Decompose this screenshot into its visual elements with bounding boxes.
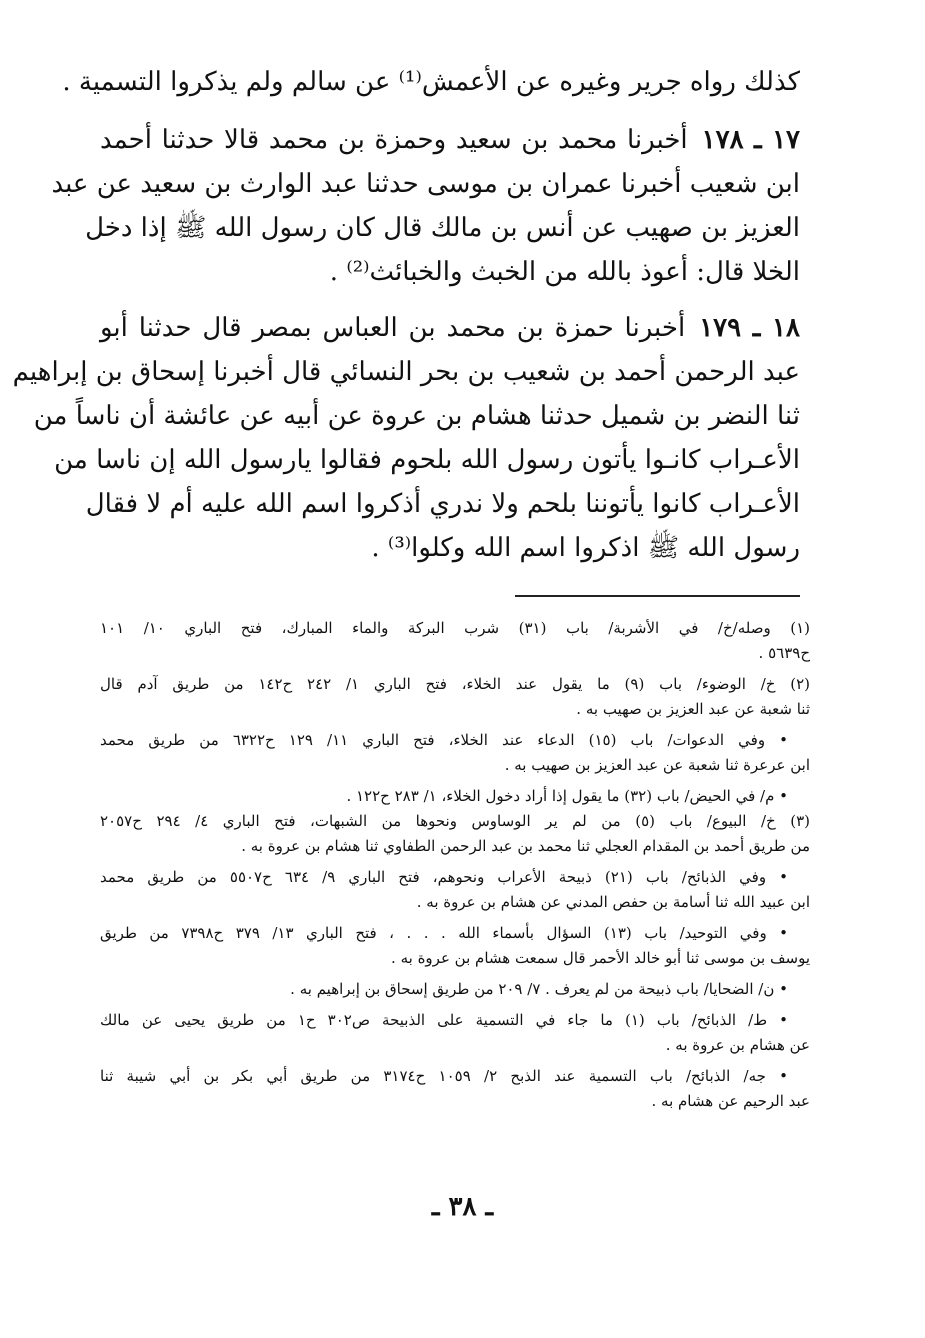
footnote-line: (٢) خ/ الوضوء/ باب (٩) ما يقول عند الخلاء، فتح الباري ١/ ٢٤٢ ح١٤٢ من طريق آدم قال bbox=[100, 675, 811, 693]
footnote-line: عبد الرحيم عن هشام به . bbox=[651, 1092, 810, 1110]
hadith-number: ١٨ ـ ١٧٩ bbox=[699, 313, 800, 343]
footnote-line: • جه/ الذبائح/ باب التسمية عند الذبح ٢/ ١٠٥٩ ح٣١٧٤ من طريق أبي بكر بن أبي شيبة ثنا bbox=[100, 1067, 789, 1085]
text-line: ١٧ ـ ١٧٨أخبرنا محمد بن سعيد وحمزة بن محمد قالا حدثنا أحمد bbox=[100, 125, 800, 155]
main-text bbox=[62, 60, 800, 104]
footnote-line: • وفي الدعوات/ باب (١٥) الدعاء عند الخلاء، فتح الباري ١١/ ١٢٩ ح٦٣٢٢ من طريق محمد bbox=[100, 731, 788, 749]
hadith-number: ١٧ ـ ١٧٨ bbox=[701, 125, 800, 155]
text-line: ثنا النضر بن شميل حدثنا هشام بن عروة عن أبيه عن عائشة أن ناساً من bbox=[33, 401, 800, 431]
hadith-178 bbox=[51, 118, 800, 294]
text-line: كذلك رواه جرير وغيره عن الأعمش⁽¹⁾ عن سالم ولم يذكروا التسمية . bbox=[62, 67, 800, 97]
footnote-line: من طريق أحمد بن المقدام العجلي ثنا محمد بن عبد الرحمن الطفاوي ثنا هشام بن عروة به . bbox=[241, 837, 810, 855]
footnote-line: ثنا شعبة عن عبد العزيز بن صهيب به . bbox=[576, 700, 810, 718]
text-line: ابن شعيب أخبرنا عمران بن موسى حدثنا عبد الوارث بن سعيد عن عبد bbox=[51, 169, 800, 199]
page-number: ـ ٣٨ ـ bbox=[431, 1192, 494, 1222]
footnote-line: يوسف بن موسى ثنا أبو خالد الأحمر قال سمعت هشام بن عروة به . bbox=[391, 949, 810, 967]
footnote-line: • وفي التوحيد/ باب (١٣) السؤال بأسماء الله . . . ، فتح الباري ١٣/ ٣٧٩ ح٧٣٩٨ من طريق bbox=[100, 924, 789, 942]
text-line: الأعـراب كانوا يأتوننا بلحم ولا ندري أذكروا اسم الله عليه أم لا فقال bbox=[85, 489, 800, 519]
footnote-line: • ط/ الذبائح/ باب (١) ما جاء في التسمية على الذبيحة ص٣٠٢ ح١ من طريق يحيى عن مالك bbox=[100, 1011, 788, 1029]
text-line: رسول الله ﷺ اذكروا اسم الله وكلوا⁽³⁾ . bbox=[371, 533, 800, 563]
footnote-line: • م/ في الحيض/ باب (٣٢) ما يقول إذا أراد دخول الخلاء، ١/ ٢٨٣ ح١٢٢ . bbox=[346, 787, 788, 805]
text-line: العزيز بن صهيب عن أنس بن مالك قال كان رسول الله ﷺ إذا دخل bbox=[85, 213, 800, 243]
footnote-line: ابن عبيد الله ثنا أسامة بن حفص المدني عن هشام بن عروة به . bbox=[416, 893, 810, 911]
text-line: الأعـراب كانـوا يأتون رسول الله بلحوم فقالوا يارسول الله إن ناسا من bbox=[54, 445, 800, 475]
footnote-line: • ن/ الضحايا/ باب ذبيحة من لم يعرف . ٧/ ٢٠٩ من طريق إسحاق بن إبراهيم به . bbox=[290, 980, 788, 998]
footnote-line: ح٥٦٣٩ . bbox=[758, 644, 810, 662]
hadith-179 bbox=[12, 306, 800, 570]
footnote-line: عن هشام بن عروة به . bbox=[665, 1036, 810, 1054]
footnotes bbox=[100, 616, 810, 1114]
footnote-line: ابن عرعرة ثنا شعبة عن عبد العزيز بن صهيب به . bbox=[504, 756, 810, 774]
footnote-line: (٣) خ/ البيوع/ باب (٥) من لم ير الوساوس ونحوها من الشبهات، فتح الباري ٤/ ٢٩٤ ح٢٠٥٧ bbox=[100, 812, 810, 830]
text-line: ١٨ ـ ١٧٩أخبرنا حمزة بن محمد بن العباس بمصر قال حدثنا أبو bbox=[100, 313, 800, 343]
text-line: عبد الرحمن أحمد بن شعيب بن بحر النسائي قال أخبرنا إسحاق بن إبراهيم bbox=[12, 357, 800, 387]
footnote-separator bbox=[515, 595, 800, 597]
footnote-line: • وفي الذبائح/ باب (٢١) ذبيحة الأعراب ونحوهم، فتح الباري ٩/ ٦٣٤ ح٥٥٠٧ من طريق محمد bbox=[100, 868, 789, 886]
footnote-line: (١) وصله/خ/ في الأشربة/ باب (٣١) شرب البركة والماء المبارك، فتح الباري ١٠/ ١٠١ bbox=[100, 619, 810, 637]
text-line: الخلا قال: أعوذ بالله من الخبث والخبائث⁽²⁾ . bbox=[329, 257, 800, 287]
